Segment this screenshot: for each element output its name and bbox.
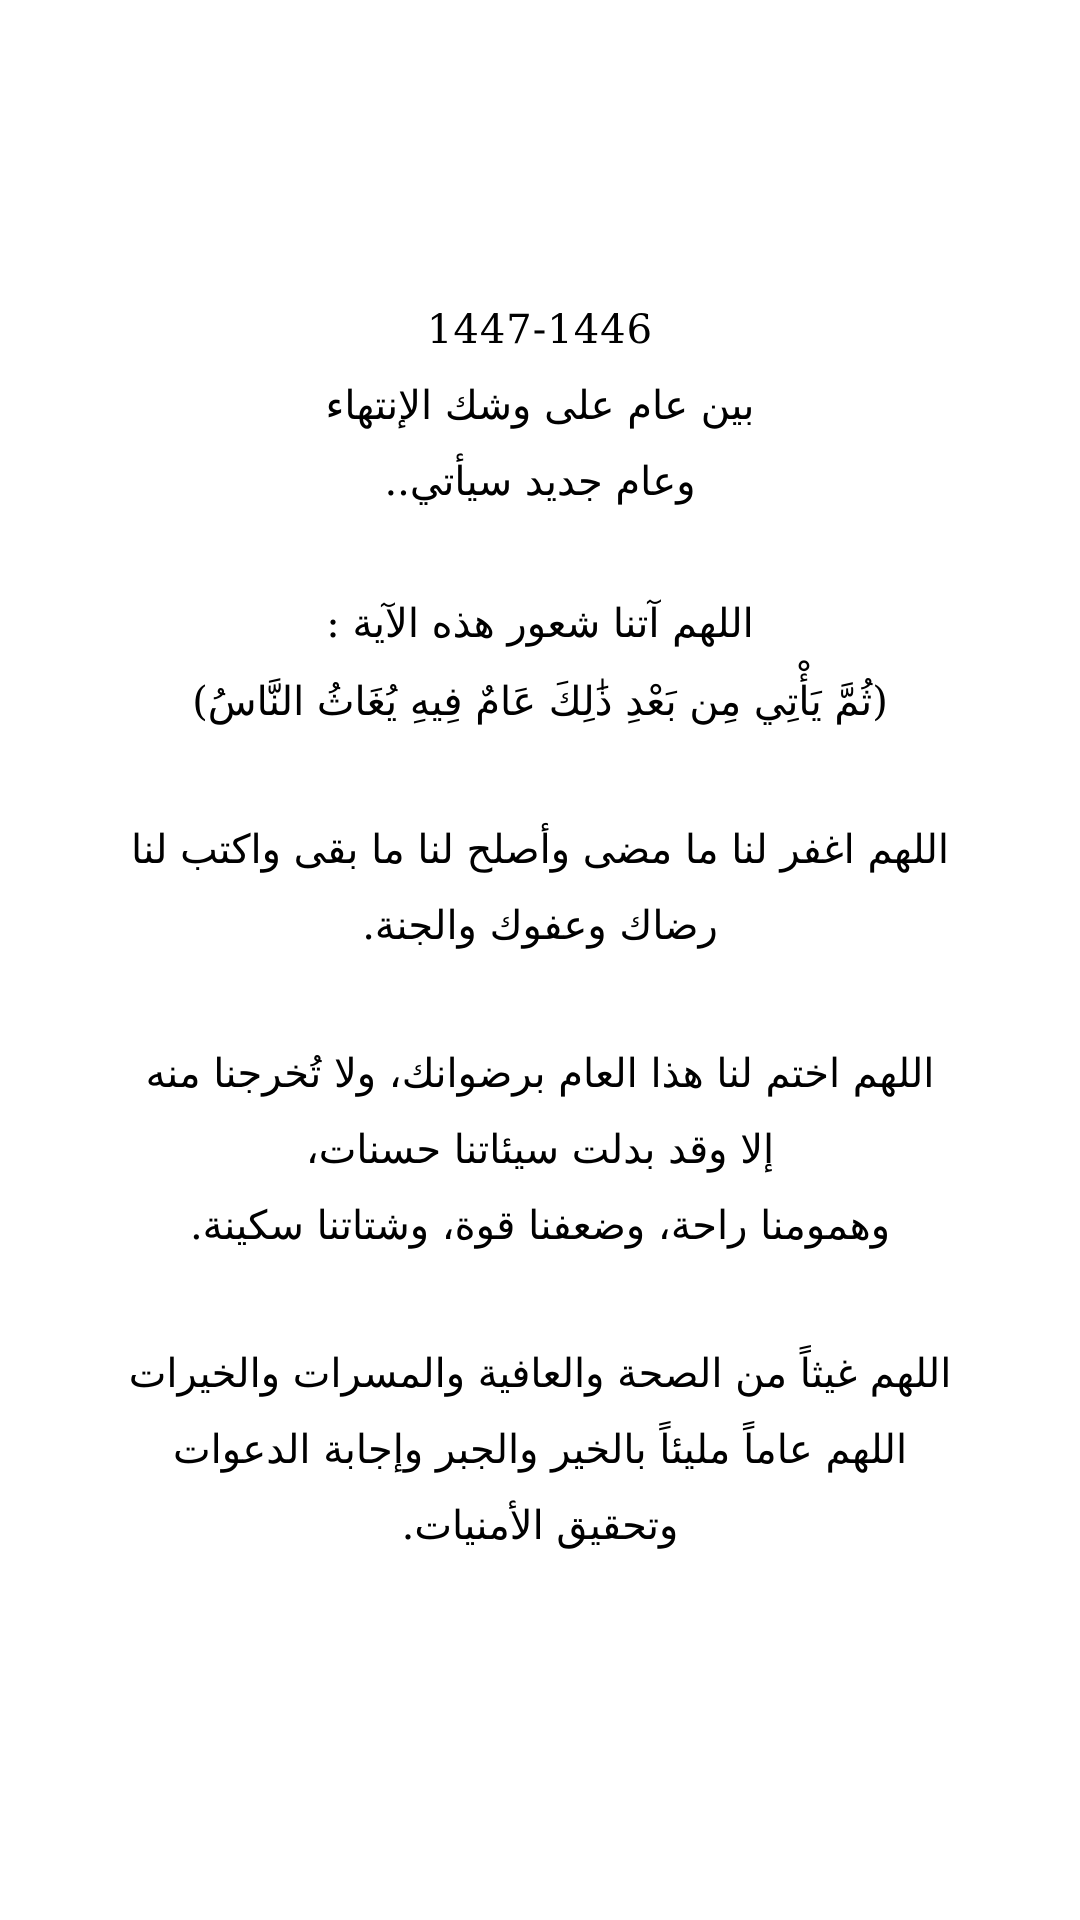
prayer-2-line-2: إلا وقد بدلت سيئاتنا حسنات، <box>305 1127 775 1173</box>
intro-line-2: وعام جديد سيأتي.. <box>384 459 696 505</box>
prayer-3-line-2: اللهم عاماً مليئاً بالخير والجبر وإجابة الدعوات <box>172 1427 908 1473</box>
intro-line-1: بين عام على وشك الإنتهاء <box>325 383 755 429</box>
year-range-heading: 1447-1446 <box>426 307 654 353</box>
prayer-3-line-1: اللهم غيثاً من الصحة والعافية والمسرات والخيرات <box>128 1351 952 1397</box>
quran-verse-line: (ثُمَّ يَأْتِي مِن بَعْدِ ذَٰلِكَ عَامٌ فِيهِ يُغَاثُ النَّاسُ) <box>192 679 888 725</box>
prayer-3-line-3: وتحقيق الأمنيات. <box>401 1503 679 1549</box>
prayer-1-line-2: رضاك وعفوك والجنة. <box>362 903 718 949</box>
prayer-2-line-3: وهمومنا راحة، وضعفنا قوة، وشتاتنا سكينة. <box>189 1203 891 1249</box>
prayer-2-line-1: اللهم اختم لنا هذا العام برضوانك، ولا تُخرجنا منه <box>145 1051 935 1097</box>
verse-intro-line: اللهم آتنا شعور هذه الآية : <box>326 601 754 647</box>
prayer-1-line-1: اللهم اغفر لنا ما مضى وأصلح لنا ما بقى واكتب لنا <box>130 827 950 873</box>
